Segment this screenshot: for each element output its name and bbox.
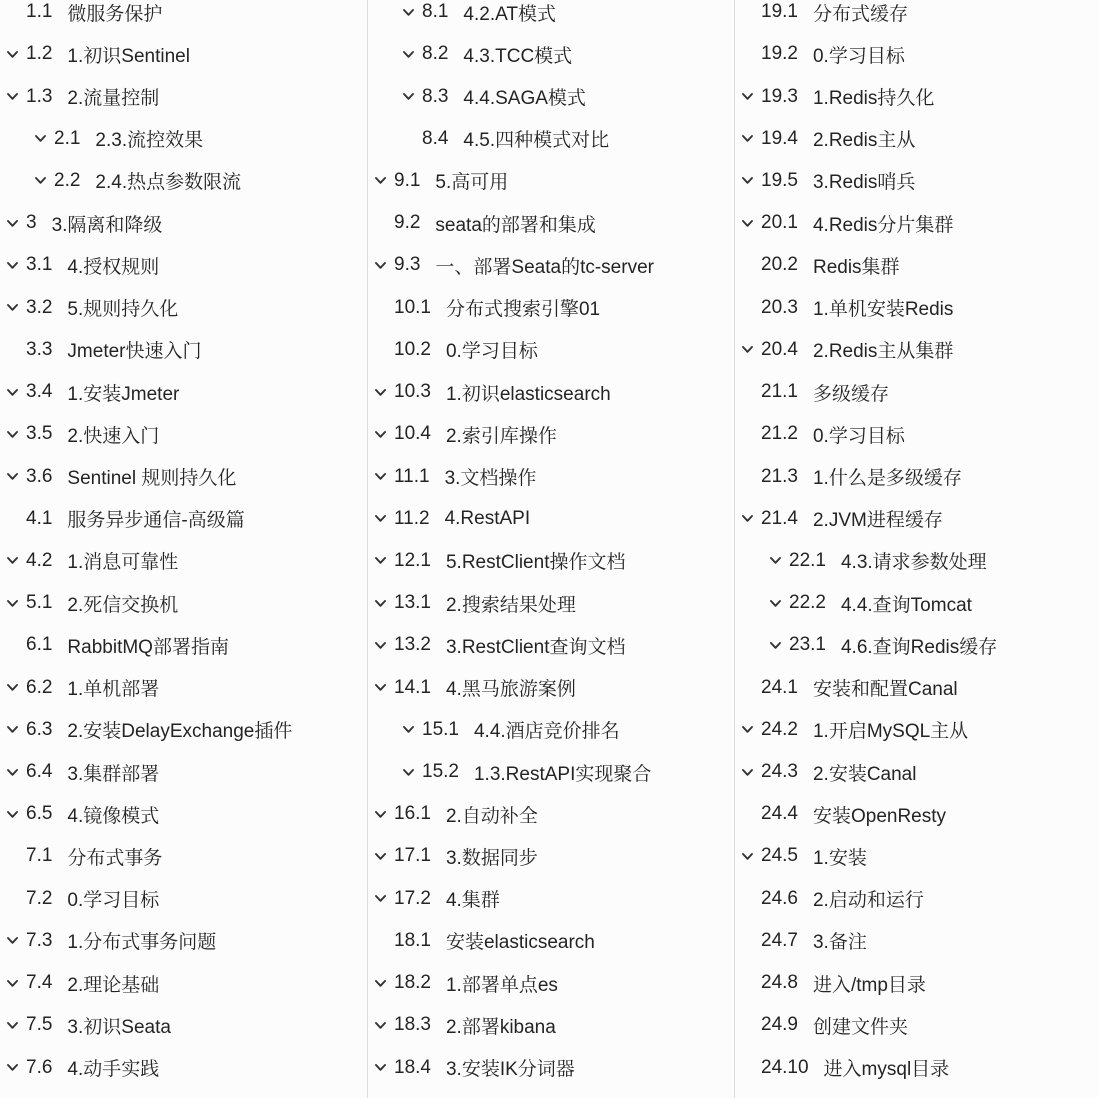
- toc-item[interactable]: [735, 1004, 1098, 1046]
- toc-item[interactable]: [735, 329, 1098, 371]
- toc-item-title: 2.理论基础: [67, 974, 160, 996]
- toc-item-title: 分布式缓存: [812, 3, 908, 25]
- toc-item[interactable]: [368, 75, 734, 117]
- toc-item-title: 0.学习目标: [445, 341, 538, 363]
- toc-item[interactable]: [368, 1004, 734, 1046]
- chevron-down-icon[interactable]: [374, 810, 394, 819]
- toc-item[interactable]: [368, 709, 734, 751]
- toc-item-number: 24.1: [761, 676, 798, 698]
- toc-item-number: 4.2: [26, 549, 53, 571]
- toc-item[interactable]: [368, 413, 734, 455]
- toc-item-title: 多级缓存: [812, 383, 889, 405]
- chevron-down-icon[interactable]: [6, 1021, 26, 1030]
- toc-item-number: 24.7: [761, 929, 798, 951]
- toc-item[interactable]: [368, 455, 734, 497]
- toc-item-number: 21.4: [761, 507, 798, 529]
- toc-item-title: 0.学习目标: [67, 890, 160, 912]
- toc-item-title: 4.镜像模式: [67, 805, 160, 827]
- toc-item[interactable]: [0, 582, 367, 624]
- toc-item-title: 2.4.热点参数限流: [95, 172, 242, 194]
- toc-item-title: 进入/tmp目录: [812, 974, 926, 996]
- toc-item-title: 1.什么是多级缓存: [812, 468, 962, 490]
- toc-item-title: 1.单机安装Redis: [812, 299, 954, 321]
- toc-item-number: 3.3: [26, 338, 53, 360]
- chevron-down-icon[interactable]: [6, 1063, 26, 1072]
- chevron-down-icon[interactable]: [402, 768, 422, 777]
- toc-column-2-list: [368, 0, 734, 1089]
- toc-item-title: 4.Redis分片集群: [812, 214, 954, 236]
- chevron-down-icon[interactable]: [6, 388, 26, 397]
- chevron-down-icon[interactable]: [374, 514, 394, 523]
- chevron-down-icon[interactable]: [6, 303, 26, 312]
- toc-item[interactable]: [735, 793, 1098, 835]
- toc-item-number: 22.2: [789, 592, 826, 614]
- chevron-down-icon[interactable]: [741, 768, 761, 777]
- chevron-down-icon[interactable]: [6, 979, 26, 988]
- chevron-down-icon[interactable]: [6, 219, 26, 228]
- toc-item[interactable]: [735, 667, 1098, 709]
- toc-item[interactable]: [0, 0, 367, 33]
- chevron-down-icon[interactable]: [374, 852, 394, 861]
- toc-item[interactable]: [0, 667, 367, 709]
- toc-item[interactable]: [735, 962, 1098, 1004]
- toc-item[interactable]: [368, 371, 734, 413]
- chevron-down-icon[interactable]: [374, 430, 394, 439]
- toc-item-title: 安装OpenResty: [812, 805, 947, 827]
- toc-item[interactable]: [0, 413, 367, 455]
- toc-item-title: 1.安装: [812, 847, 867, 869]
- toc-item-title: 2.Redis主从集群: [812, 341, 954, 363]
- toc-item[interactable]: [0, 498, 367, 540]
- toc-item-title: 2.启动和运行: [812, 890, 924, 912]
- toc-item-title: 0.学习目标: [812, 45, 905, 67]
- toc-item-title: 1.3.RestAPI实现聚合: [473, 763, 652, 785]
- chevron-down-icon[interactable]: [402, 8, 422, 17]
- toc-item-number: 24.4: [761, 803, 798, 825]
- toc-item-number: 1.3: [26, 85, 53, 107]
- toc-item-title: seata的部署和集成: [435, 214, 596, 236]
- toc-item[interactable]: [368, 118, 734, 160]
- chevron-down-icon[interactable]: [374, 556, 394, 565]
- toc-item-number: 19.3: [761, 85, 798, 107]
- toc-item[interactable]: [0, 878, 367, 920]
- toc-item[interactable]: [0, 371, 367, 413]
- toc-item-number: 20.1: [761, 212, 798, 234]
- toc-item[interactable]: [0, 33, 367, 75]
- toc-item-title: 2.自动补全: [445, 805, 538, 827]
- toc-column-2: [368, 0, 735, 1098]
- toc-item[interactable]: [735, 455, 1098, 497]
- toc-item-number: 17.2: [394, 887, 431, 909]
- chevron-down-icon[interactable]: [769, 641, 789, 650]
- toc-item-number: 8.4: [422, 127, 449, 149]
- toc-item-number: 18.1: [394, 929, 431, 951]
- toc-item-number: 24.10: [761, 1056, 809, 1078]
- chevron-down-icon[interactable]: [374, 472, 394, 481]
- toc-item-number: 2.2: [54, 169, 81, 191]
- toc-item[interactable]: [368, 498, 734, 540]
- toc-item-number: 1.1: [26, 1, 53, 23]
- toc-item-number: 4.1: [26, 507, 53, 529]
- toc-item-number: 11.1: [394, 465, 430, 487]
- toc-item-number: 10.4: [394, 423, 431, 445]
- toc-item-number: 13.2: [394, 634, 431, 656]
- toc-item-title: 4.4.SAGA模式: [463, 88, 586, 110]
- chevron-down-icon[interactable]: [374, 1063, 394, 1072]
- toc-item-title: 3.隔离和降级: [51, 214, 163, 236]
- toc-item-title: 安装elasticsearch: [445, 932, 595, 954]
- toc-item-title: 2.部署kibana: [445, 1016, 556, 1038]
- toc-item[interactable]: [735, 75, 1098, 117]
- chevron-down-icon[interactable]: [374, 979, 394, 988]
- toc-item[interactable]: [0, 793, 367, 835]
- chevron-down-icon[interactable]: [741, 176, 761, 185]
- toc-item-title: 5.规则持久化: [67, 299, 179, 321]
- toc-item[interactable]: [368, 329, 734, 371]
- chevron-down-icon[interactable]: [34, 176, 54, 185]
- toc-item[interactable]: [368, 835, 734, 877]
- toc-item-number: 19.4: [761, 127, 798, 149]
- chevron-down-icon[interactable]: [374, 894, 394, 903]
- toc-item-title: 2.死信交换机: [67, 594, 179, 616]
- toc-item-number: 10.2: [394, 338, 431, 360]
- toc-item-title: 4.2.AT模式: [463, 3, 556, 25]
- toc-item-number: 10.1: [394, 296, 431, 318]
- toc-item-number: 7.4: [26, 972, 53, 994]
- toc-item-title: 3.数据同步: [445, 847, 538, 869]
- chevron-down-icon[interactable]: [769, 556, 789, 565]
- toc-item-title: 1.Redis持久化: [812, 88, 935, 110]
- toc-item-number: 3.4: [26, 381, 53, 403]
- toc-item[interactable]: [0, 202, 367, 244]
- toc-item[interactable]: [368, 667, 734, 709]
- toc-item-number: 6.3: [26, 718, 53, 740]
- toc-item-number: 8.1: [422, 1, 449, 23]
- toc-item-title: 5.RestClient操作文档: [445, 552, 626, 574]
- chevron-down-icon[interactable]: [374, 641, 394, 650]
- chevron-down-icon[interactable]: [402, 725, 422, 734]
- toc-item[interactable]: [0, 244, 367, 286]
- toc-item[interactable]: [735, 709, 1098, 751]
- toc-item-title: 微服务保护: [67, 3, 163, 25]
- toc-item[interactable]: [0, 540, 367, 582]
- toc-item-number: 21.3: [761, 465, 798, 487]
- toc-item[interactable]: [368, 540, 734, 582]
- toc-item-number: 18.3: [394, 1014, 431, 1036]
- toc-item[interactable]: [735, 33, 1098, 75]
- toc-item-number: 14.1: [394, 676, 431, 698]
- toc-item-number: 9.1: [394, 169, 421, 191]
- chevron-down-icon[interactable]: [374, 599, 394, 608]
- chevron-down-icon[interactable]: [374, 261, 394, 270]
- toc-item[interactable]: [0, 455, 367, 497]
- toc-item-title: 4.授权规则: [67, 256, 160, 278]
- toc-item-title: 进入mysql目录: [823, 1059, 950, 1081]
- toc-item-title: 4.动手实践: [67, 1059, 160, 1081]
- toc-item[interactable]: [735, 118, 1098, 160]
- chevron-down-icon[interactable]: [6, 725, 26, 734]
- toc-item[interactable]: [368, 962, 734, 1004]
- toc-item-title: 4.黑马旅游案例: [445, 679, 576, 701]
- toc-item-number: 15.1: [422, 718, 459, 740]
- toc-item[interactable]: [0, 835, 367, 877]
- chevron-down-icon[interactable]: [34, 134, 54, 143]
- toc-item-number: 7.1: [26, 845, 53, 867]
- toc-item-number: 6.5: [26, 803, 53, 825]
- toc-item-number: 6.4: [26, 761, 53, 783]
- chevron-down-icon[interactable]: [741, 852, 761, 861]
- toc-item[interactable]: [735, 1046, 1098, 1088]
- toc-item-number: 23.1: [789, 634, 826, 656]
- toc-item[interactable]: [368, 920, 734, 962]
- toc-item[interactable]: [0, 751, 367, 793]
- toc-item-title: 4.5.四种模式对比: [463, 130, 610, 152]
- toc-item-title: 2.快速入门: [67, 425, 160, 447]
- toc-item[interactable]: [0, 624, 367, 666]
- toc-item-number: 7.5: [26, 1014, 53, 1036]
- toc-item-title: 3.备注: [812, 932, 867, 954]
- chevron-down-icon[interactable]: [6, 50, 26, 59]
- toc-item-title: 2.流量控制: [67, 88, 160, 110]
- toc-item-title: 1.部署单点es: [445, 974, 558, 996]
- toc-item-number: 21.1: [761, 381, 798, 403]
- toc-item[interactable]: [735, 835, 1098, 877]
- toc-item-number: 18.2: [394, 972, 431, 994]
- toc-item-number: 1.2: [26, 43, 53, 65]
- toc-item-title: 安装和配置Canal: [812, 679, 958, 701]
- toc-item-number: 6.2: [26, 676, 53, 698]
- toc-item-title: 1.开启MySQL主从: [812, 721, 969, 743]
- toc-item-title: 3.RestClient查询文档: [445, 636, 626, 658]
- toc-item-number: 7.6: [26, 1056, 53, 1078]
- toc-item[interactable]: [0, 962, 367, 1004]
- toc-item[interactable]: [368, 582, 734, 624]
- toc-item-title: 创建文件夹: [812, 1016, 908, 1038]
- toc-item[interactable]: [368, 244, 734, 286]
- toc-item-number: 11.2: [394, 507, 430, 529]
- toc-item-number: 6.1: [26, 634, 53, 656]
- chevron-down-icon[interactable]: [741, 514, 761, 523]
- toc-item-title: 一、部署Seata的tc-server: [435, 256, 654, 278]
- toc-item-number: 24.2: [761, 718, 798, 740]
- toc-item-number: 8.2: [422, 43, 449, 65]
- toc-item-number: 16.1: [394, 803, 431, 825]
- chevron-down-icon[interactable]: [741, 92, 761, 101]
- toc-item-number: 5.1: [26, 592, 53, 614]
- toc-item-title: 服务异步通信-高级篇: [67, 510, 245, 532]
- chevron-down-icon[interactable]: [6, 768, 26, 777]
- toc-item-number: 9.3: [394, 254, 421, 276]
- toc-item-number: 10.3: [394, 381, 431, 403]
- toc-item-number: 19.2: [761, 43, 798, 65]
- toc-item-title: 4.3.TCC模式: [463, 45, 573, 67]
- toc-item[interactable]: [735, 582, 1098, 624]
- toc-item[interactable]: [368, 1046, 734, 1088]
- toc-item-title: 分布式搜索引擎01: [445, 299, 601, 321]
- toc-item[interactable]: [368, 287, 734, 329]
- toc-item-title: 4.集群: [445, 890, 500, 912]
- toc-item-number: 15.2: [422, 761, 459, 783]
- chevron-down-icon[interactable]: [741, 345, 761, 354]
- toc-item[interactable]: [735, 920, 1098, 962]
- toc-item-title: 1.安装Jmeter: [67, 383, 180, 405]
- toc-item[interactable]: [0, 160, 367, 202]
- toc-item-title: 2.安装DelayExchange插件: [67, 721, 293, 743]
- toc-item-number: 19.1: [761, 1, 798, 23]
- toc-item[interactable]: [735, 878, 1098, 920]
- toc-item-title: 2.3.流控效果: [95, 130, 204, 152]
- toc-item[interactable]: [0, 1046, 367, 1088]
- chevron-down-icon[interactable]: [741, 219, 761, 228]
- toc-item-number: 20.4: [761, 338, 798, 360]
- chevron-down-icon[interactable]: [374, 683, 394, 692]
- toc-item[interactable]: [368, 751, 734, 793]
- toc-item-number: 13.1: [394, 592, 431, 614]
- toc-column-1-list: [0, 0, 367, 1089]
- toc-item-number: 3.2: [26, 296, 53, 318]
- toc-item[interactable]: [368, 202, 734, 244]
- toc-item[interactable]: [0, 75, 367, 117]
- toc-item-number: 21.2: [761, 423, 798, 445]
- toc-item[interactable]: [0, 920, 367, 962]
- toc-item-title: 3.文档操作: [444, 468, 537, 490]
- toc-item[interactable]: [0, 329, 367, 371]
- chevron-down-icon[interactable]: [6, 261, 26, 270]
- toc-item-title: 1.消息可靠性: [67, 552, 179, 574]
- toc-item-number: 18.4: [394, 1056, 431, 1078]
- toc-item-title: 0.学习目标: [812, 425, 905, 447]
- toc-item-number: 24.5: [761, 845, 798, 867]
- chevron-down-icon[interactable]: [374, 176, 394, 185]
- toc-item-title: 4.3.请求参数处理: [840, 552, 987, 574]
- toc-column-1: [0, 0, 368, 1098]
- chevron-down-icon[interactable]: [6, 556, 26, 565]
- chevron-down-icon[interactable]: [769, 599, 789, 608]
- chevron-down-icon[interactable]: [6, 92, 26, 101]
- chevron-down-icon[interactable]: [741, 134, 761, 143]
- toc-item-title: 4.4.查询Tomcat: [840, 594, 972, 616]
- toc-item[interactable]: [368, 878, 734, 920]
- toc-item[interactable]: [368, 624, 734, 666]
- toc-item-number: 24.3: [761, 761, 798, 783]
- chevron-down-icon[interactable]: [6, 430, 26, 439]
- toc-item-title: 分布式事务: [67, 847, 163, 869]
- toc-item-number: 7.2: [26, 887, 53, 909]
- toc-item[interactable]: [735, 160, 1098, 202]
- chevron-down-icon[interactable]: [402, 50, 422, 59]
- toc-item-title: 4.4.酒店竞价排名: [473, 721, 620, 743]
- toc-item-title: Jmeter快速入门: [67, 341, 202, 363]
- chevron-down-icon[interactable]: [741, 725, 761, 734]
- toc-item-title: 1.单机部署: [67, 679, 160, 701]
- toc-item[interactable]: [368, 33, 734, 75]
- toc-item-title: 3.Redis哨兵: [812, 172, 916, 194]
- toc-item[interactable]: [735, 498, 1098, 540]
- toc-item[interactable]: [735, 371, 1098, 413]
- toc-item[interactable]: [735, 540, 1098, 582]
- toc-item-number: 2.1: [54, 127, 81, 149]
- toc-item-title: 2.Redis主从: [812, 130, 916, 152]
- toc-item-title: 2.搜索结果处理: [445, 594, 576, 616]
- toc-item-number: 24.9: [761, 1014, 798, 1036]
- chevron-down-icon[interactable]: [374, 388, 394, 397]
- chevron-down-icon[interactable]: [6, 683, 26, 692]
- toc-item[interactable]: [735, 624, 1098, 666]
- toc-item-title: 3.初识Seata: [67, 1016, 171, 1038]
- toc-item[interactable]: [0, 118, 367, 160]
- toc-item[interactable]: [735, 413, 1098, 455]
- toc-item-number: 8.3: [422, 85, 449, 107]
- toc-item-number: 22.1: [789, 549, 826, 571]
- toc-item-number: 20.3: [761, 296, 798, 318]
- toc-item-number: 7.3: [26, 929, 53, 951]
- toc-item-number: 3.1: [26, 254, 53, 276]
- toc-item[interactable]: [735, 751, 1098, 793]
- chevron-down-icon[interactable]: [374, 1021, 394, 1030]
- chevron-down-icon[interactable]: [6, 810, 26, 819]
- toc-item-number: 3.6: [26, 465, 53, 487]
- toc-item-number: 20.2: [761, 254, 798, 276]
- toc-item[interactable]: [735, 0, 1098, 33]
- toc-item-title: 2.JVM进程缓存: [812, 510, 943, 532]
- toc-item-title: 3.安装IK分词器: [445, 1059, 575, 1081]
- toc-item-number: 24.6: [761, 887, 798, 909]
- toc-item-number: 3.5: [26, 423, 53, 445]
- toc-item-title: 4.RestAPI: [444, 507, 531, 529]
- toc-item-title: 2.安装Canal: [812, 763, 917, 785]
- toc-item-number: 19.5: [761, 169, 798, 191]
- toc-item[interactable]: [368, 0, 734, 33]
- chevron-down-icon[interactable]: [6, 599, 26, 608]
- toc-item-title: 1.分布式事务问题: [67, 932, 217, 954]
- toc-item[interactable]: [368, 160, 734, 202]
- toc-item-title: RabbitMQ部署指南: [67, 636, 229, 658]
- toc-item[interactable]: [0, 709, 367, 751]
- toc-item-title: 1.初识Sentinel: [67, 45, 190, 67]
- chevron-down-icon[interactable]: [6, 936, 26, 945]
- toc-item-title: Redis集群: [812, 256, 900, 278]
- toc-item-title: 3.集群部署: [67, 763, 160, 785]
- toc-item-number: 17.1: [394, 845, 431, 867]
- toc-item-title: Sentinel 规则持久化: [67, 468, 237, 490]
- toc-item-number: 12.1: [394, 549, 431, 571]
- toc-item[interactable]: [368, 793, 734, 835]
- toc-item-number: 9.2: [394, 212, 421, 234]
- toc-column-3: [735, 0, 1098, 1098]
- toc-item-title: 5.高可用: [435, 172, 509, 194]
- chevron-down-icon[interactable]: [402, 92, 422, 101]
- toc-item-number: 3: [26, 212, 37, 234]
- toc-item[interactable]: [735, 202, 1098, 244]
- chevron-down-icon[interactable]: [6, 472, 26, 481]
- toc-item[interactable]: [735, 244, 1098, 286]
- toc-item[interactable]: [0, 1004, 367, 1046]
- toc-item[interactable]: [735, 287, 1098, 329]
- toc-item-title: 2.索引库操作: [445, 425, 557, 447]
- toc-item-title: 1.初识elasticsearch: [445, 383, 611, 405]
- toc-item[interactable]: [0, 287, 367, 329]
- toc-item-number: 24.8: [761, 972, 798, 994]
- toc-column-3-list: [735, 0, 1098, 1089]
- toc-item-title: 4.6.查询Redis缓存: [840, 636, 998, 658]
